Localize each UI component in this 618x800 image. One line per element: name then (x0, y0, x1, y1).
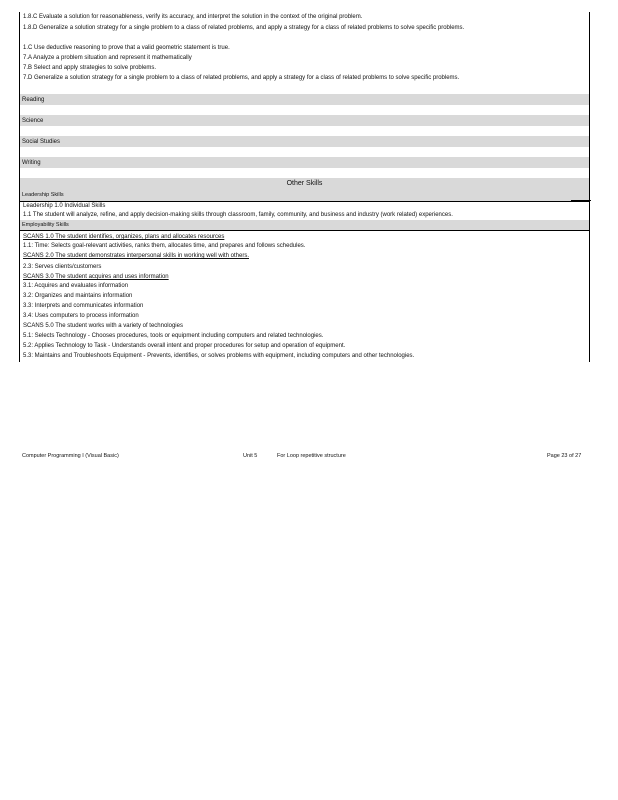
scans-1-1: 1.1: Time: Selects goal-relevant activities, ranks them, allocates time, and prepares and follows schedules. (23, 243, 306, 249)
standard-1-8-d: 1.8.D Generalize a solution strategy for a single problem to a class of related problems, and apply a strategy for a class of related problems to solve specific problems. (23, 25, 465, 31)
scans-2-0: SCANS 2.0 The student demonstrates interpersonal skills in working well with others. (23, 253, 249, 259)
scans-5-1: 5.1: Selects Technology - Chooses procedures, tools or equipment including computers and related technologies. (23, 333, 324, 339)
writing-band (20, 157, 589, 168)
social-studies-label: Social Studies (22, 139, 61, 145)
social-studies-band (20, 136, 589, 147)
standard-7-d: 7.D Generalize a solution strategy for a single problem to a class of related problems, and apply a strategy for a class of related problems to solve specific problems. (23, 75, 460, 81)
footer-page: Page 23 of 27 (547, 453, 582, 459)
scans-3-4: 3.4: Uses computers to process information (23, 313, 139, 319)
leadership-1-1: 1.1 The student will analyze, refine, and apply decision-making skills through classroom, family, community, and business and industry (work related) experiences. (23, 212, 453, 218)
standards-table (19, 12, 590, 362)
scans-3-1: 3.1: Acquires and evaluates information (23, 283, 129, 289)
reading-label: Reading (22, 97, 45, 103)
standard-1-c: 1.C Use deductive reasoning to prove that a valid geometric statement is true. (23, 45, 230, 51)
other-skills-title: Other Skills (286, 180, 323, 187)
footer-unit: Unit 5 (243, 453, 258, 459)
other-skills-header (20, 178, 589, 202)
standard-1-8-c: 1.8.C Evaluate a solution for reasonableness, verify its accuracy, and interpret the solution in the context of the original problem. (23, 14, 363, 20)
scans-1-0: SCANS 1.0 The student identifies, organizes, plans and allocates resources (23, 234, 225, 240)
divider-rule (571, 200, 591, 201)
reading-band (20, 94, 589, 105)
scans-3-2: 3.2: Organizes and maintains information (23, 293, 133, 299)
standard-7-b: 7.B Select and apply strategies to solve problems. (23, 65, 157, 71)
scans-5-3: 5.3: Maintains and Troubleshoots Equipment - Prevents, identifies, or solves problems with equipment, including computers and other technologies. (23, 353, 415, 359)
employability-skills-label: Employability Skills (22, 222, 69, 228)
scans-5-2: 5.2: Applies Technology to Task - Understands overall intent and proper procedures for setup and operation of equipment. (23, 343, 346, 349)
scans-5-0: SCANS 5.0 The student works with a variety of technologies (23, 323, 183, 329)
writing-label: Writing (22, 160, 41, 166)
scans-2-3: 2.3: Serves clients/customers (23, 264, 102, 270)
standard-7-a: 7.A Analyze a problem situation and represent it mathematically (23, 55, 192, 61)
leadership-1-0: Leadership 1.0 Individual Skills (23, 203, 106, 209)
science-label: Science (22, 118, 44, 124)
science-band (20, 115, 589, 126)
employability-skills-header (20, 220, 589, 231)
scans-3-3: 3.3: Interprets and communicates information (23, 303, 144, 309)
leadership-skills-header: Leadership Skills (22, 192, 64, 198)
scans-3-0: SCANS 3.0 The student acquires and uses information (23, 274, 169, 280)
footer-topic: For Loop repetitive structure (277, 453, 346, 459)
footer-course: Computer Programming I (Visual Basic) (22, 453, 119, 459)
